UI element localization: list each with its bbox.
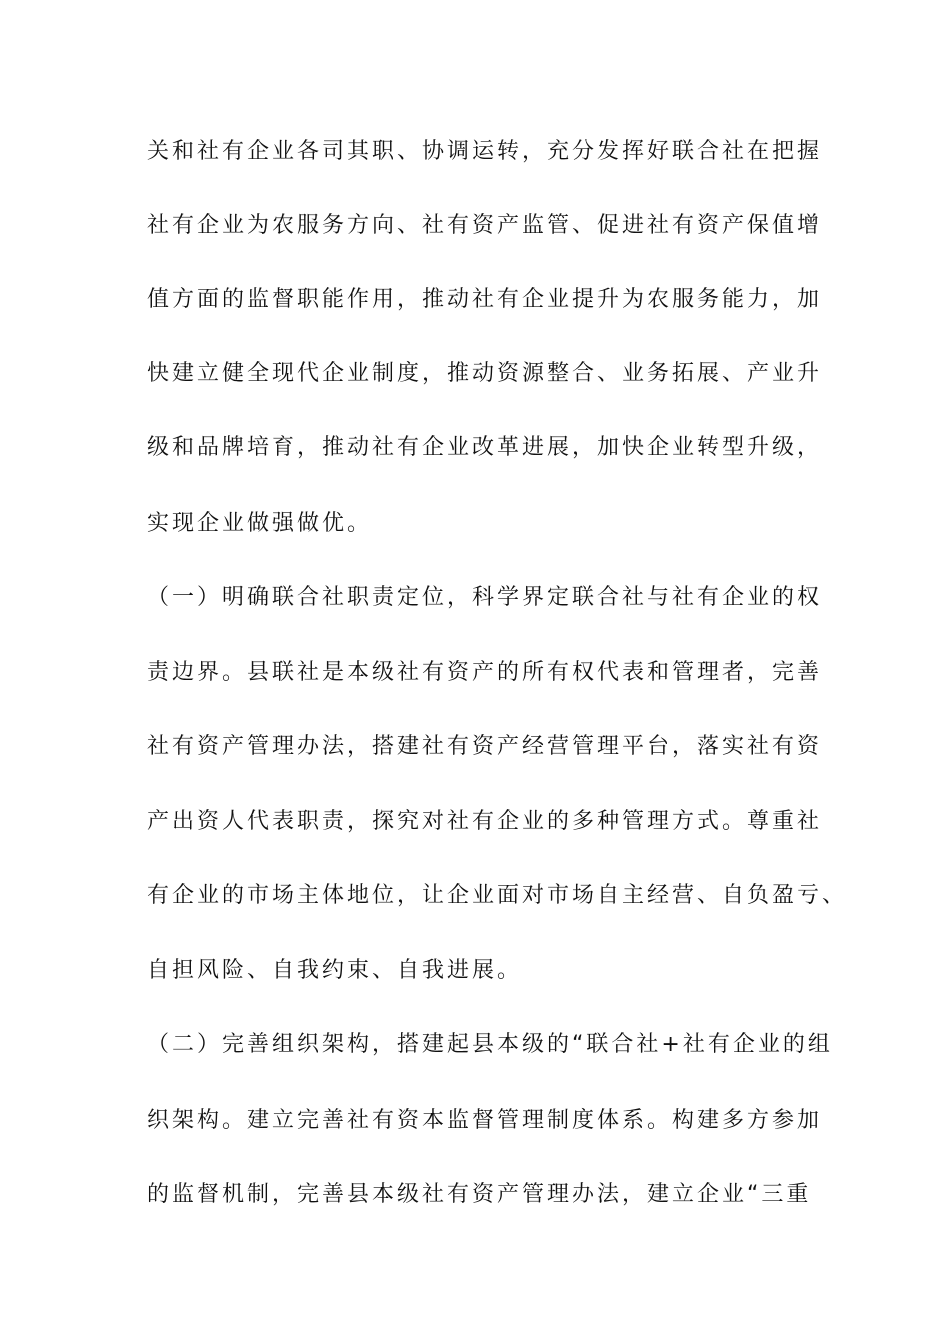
text-line: 的监督机制，完善县本级社有资产管理办法，建立企业“三重 (147, 1182, 812, 1207)
section-heading-1: （一）明确联合社职责定位，科学界定联合社与社有企业的权 (147, 585, 823, 610)
text-line: 有企业的市场主体地位，让企业面对市场自主经营、自负盈亏、 (147, 883, 848, 908)
text-line: 社有企业为农服务方向、社有资产监管、促进社有资产保值增 (147, 213, 823, 238)
text-line: 级和品牌培育，推动社有企业改革进展，加快企业转型升级， (147, 435, 823, 460)
text-line: 产出资人代表职责，探究对社有企业的多种管理方式。尊重社 (147, 809, 823, 834)
section-heading-2: （二）完善组织架构，搭建起县本级的“联合社+社有企业的组 (147, 1032, 833, 1057)
text-line: 关和社有企业各司其职、协调运转，充分发挥好联合社在把握 (147, 139, 823, 164)
text-line: 自担风险、自我约束、自我进展。 (147, 958, 523, 983)
text-line: 快建立健全现代企业制度，推动资源整合、业务拓展、产业升 (147, 361, 823, 386)
text-line: 织架构。建立完善社有资本监督管理制度体系。构建多方参加 (147, 1108, 823, 1133)
text-line: 实现企业做强做优。 (147, 511, 373, 536)
text-line: 社有资产管理办法，搭建社有资产经营管理平台，落实社有资 (147, 734, 823, 759)
text-line: 值方面的监督职能作用，推动社有企业提升为农服务能力，加 (147, 287, 823, 312)
text-line: 责边界。县联社是本级社有资产的所有权代表和管理者，完善 (147, 660, 823, 685)
